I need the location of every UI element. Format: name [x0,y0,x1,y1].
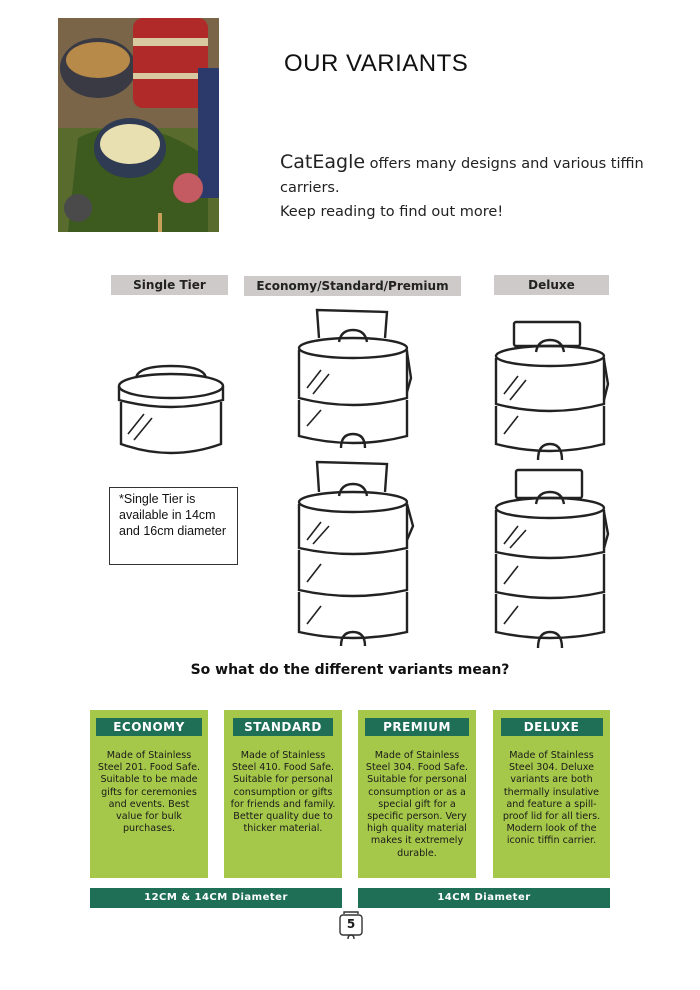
single-tier-carrier-illustration [116,362,226,466]
variant-title: ECONOMY [96,718,202,736]
deluxe-three-tier-carrier-illustration [494,468,610,657]
variant-description: Made of Stainless Steel 410. Food Safe. Suitable for personal consumption or gifts for friends and family. Better quality due to thicker material. [230,750,336,835]
brand-name: CatEagle [280,151,366,173]
deluxe-two-tier-carrier-illustration [494,318,610,470]
variant-description: Made of Stainless Steel 304. Food Safe. Suitable for personal consumption or as a special gift for a specific person. Very high quality material makes it extremely durable. [365,750,469,859]
intro-paragraph [280,150,660,224]
intro-text: offers many designs and various tiffin carriers. [280,156,644,196]
variant-card-premium [358,710,476,878]
variant-title: DELUXE [501,718,603,736]
variant-card-deluxe [493,710,610,878]
label-single-tier: Single Tier [111,275,228,295]
intro-line-2: Keep reading to find out more! [280,204,504,220]
page-number-badge [338,910,364,940]
label-economy-standard-premium: Economy/Standard/Premium [244,276,461,296]
label-deluxe: Deluxe [494,275,609,295]
page-title: OUR VARIANTS [284,50,469,77]
variant-title: PREMIUM [365,718,469,736]
economy-three-tier-carrier-illustration [295,460,413,659]
single-tier-note: *Single Tier is available in 14cm and 16cm diameter [109,487,238,565]
diameter-bar-economy-standard: 12CM & 14CM Diameter [90,888,342,908]
variant-description: Made of Stainless Steel 201. Food Safe. Suitable to be made gifts for ceremonies and events. Best value for bulk purchases. [97,750,201,835]
tiffin-food-photo [58,18,219,232]
variants-question: So what do the different variants mean? [190,662,510,678]
page-number: 5 [346,917,356,931]
variant-card-economy [90,710,208,878]
variant-title: STANDARD [233,718,333,736]
economy-two-tier-carrier-illustration [295,308,413,462]
variant-description: Made of Stainless Steel 304. Deluxe variants are both thermally insulative and feature a spill-proof lid for all tiers. Modern look of the iconic tiffin carrier. [502,750,601,847]
variant-card-standard [224,710,342,878]
diameter-bar-premium-deluxe: 14CM Diameter [358,888,610,908]
